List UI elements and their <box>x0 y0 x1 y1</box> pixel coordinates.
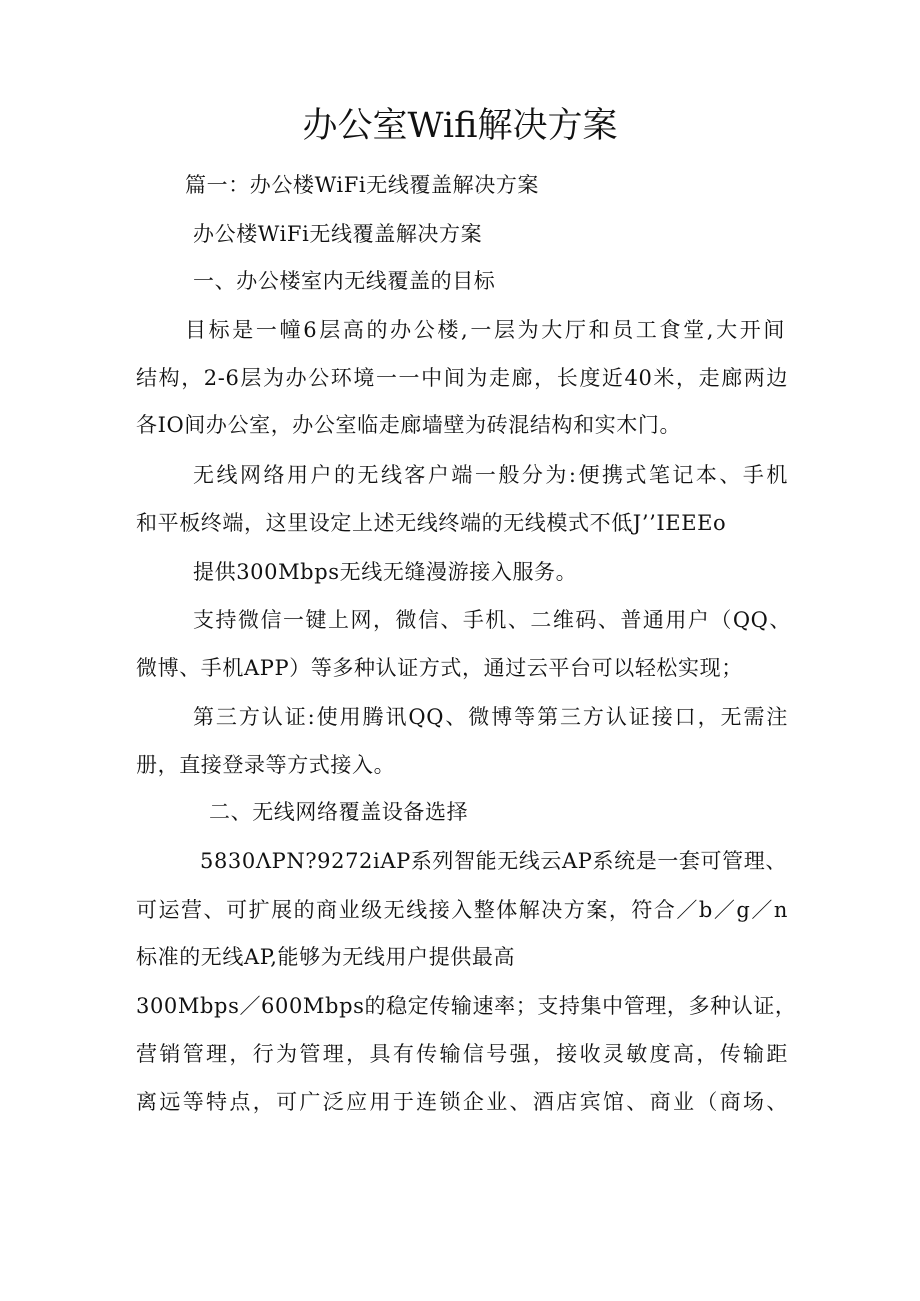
document-title: 办公室Wifi解决方案 <box>302 106 618 146</box>
text-line: 办公楼WiFi无线覆盖解决方案 <box>193 222 483 246</box>
paragraph-line: 300Mbps／600Mbps的稳定传输速率；支持集中管理，多种认证， <box>136 994 797 1018</box>
paragraph-line: 无线网络用户的无线客户端一般分为:便携式笔记本、手机 <box>193 463 788 487</box>
paragraph-line: 和平板终端，这里设定上述无线终端的无线模式不低J’’IEEEo <box>136 511 727 535</box>
paragraph-line: 结构，2-6层为办公环境一一中间为走廊，长度近40米，走廊两边 <box>136 366 788 390</box>
paragraph-line: 可运营、可扩展的商业级无线接入整体解决方案，符合／b／g／n <box>136 898 788 922</box>
paragraph-line: 支持微信一键上网，微信、手机、二维码、普通用户（QQ、 <box>193 608 791 632</box>
paragraph-line: 册，直接登录等方式接入。 <box>136 753 396 777</box>
paragraph-line: 各IO间办公室，办公室临走廊墙壁为砖混结构和实木门。 <box>136 413 682 437</box>
paragraph-line: 微博、手机APP）等多种认证方式，通过云平台可以轻松实现； <box>136 656 743 680</box>
paragraph-line: 标准的无线AP,能够为无线用户提供最高 <box>136 945 516 969</box>
paragraph-line: 离远等特点，可广泛应用于连锁企业、酒店宾馆、商业（商场、 <box>136 1090 788 1114</box>
section-heading: 二、无线网络覆盖设备选择 <box>209 800 469 824</box>
text-line: 篇一：办公楼WiFi无线覆盖解决方案 <box>185 173 540 197</box>
paragraph-line: 目标是一幢6层高的办公楼,一层为大厅和员工食堂,大开间 <box>185 318 785 342</box>
section-heading: 一、办公楼室内无线覆盖的目标 <box>193 269 496 293</box>
paragraph-line: 营销管理，行为管理，具有传输信号强，接收灵敏度高，传输距 <box>136 1042 788 1066</box>
paragraph-line: 第三方认证:使用腾讯QQ、微博等第三方认证接口，无需注 <box>193 705 788 729</box>
paragraph-line: 5830ΛPN?9272iAP系列智能无线云AP系统是一套可管理、 <box>200 849 787 873</box>
paragraph-line: 提供300Mbps无线无缝漫游接入服务。 <box>193 560 578 584</box>
